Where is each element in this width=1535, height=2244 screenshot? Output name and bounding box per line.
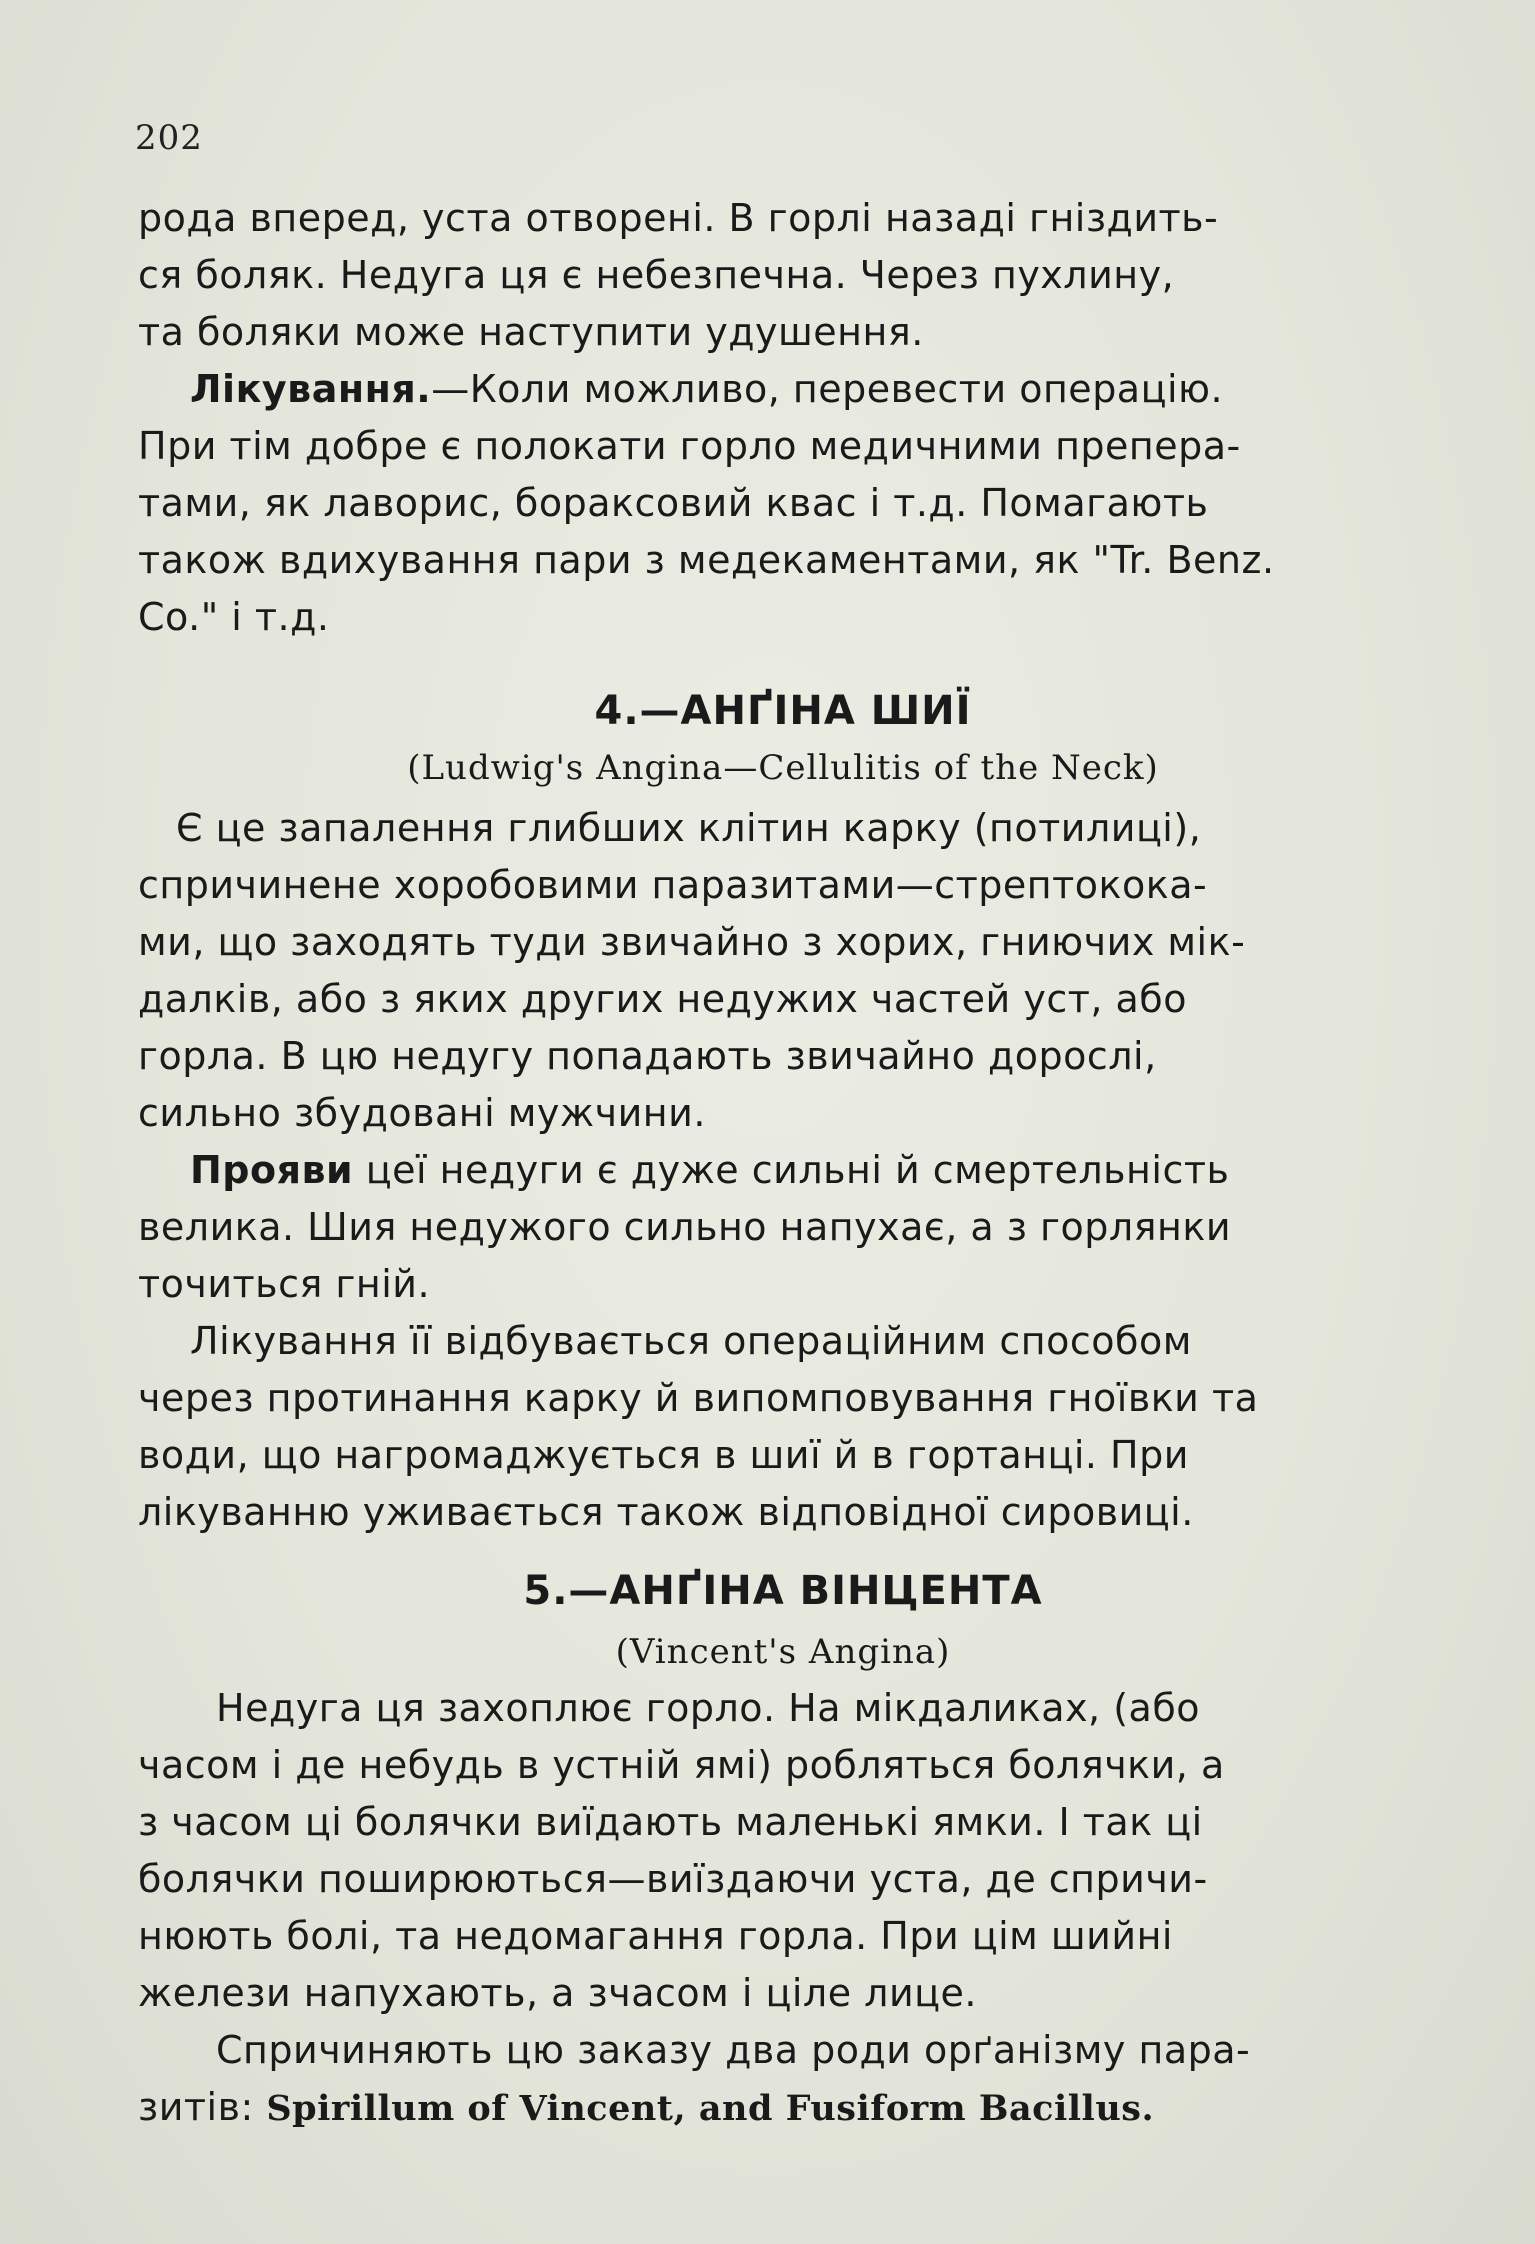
text-line: далків, або з яких других недужих частей уст, або: [138, 977, 1187, 1021]
text-line: часом і де небудь в устній ямі) робляться болячки, а: [138, 1743, 1225, 1787]
treatment-label: Лікування.: [190, 367, 432, 411]
text-line: ся боляк. Недуга ця є небезпечна. Через пухлину,: [138, 253, 1175, 297]
text-line: желези напухають, а зчасом і ціле лице.: [138, 1971, 977, 2015]
page-number: 202: [135, 118, 203, 158]
symptoms-label: Прояви: [190, 1148, 354, 1192]
treatment-line: [138, 361, 1428, 418]
text-line: Спричиняють цю заказу два роди орґанізму пара-: [216, 2028, 1251, 2072]
text-line: спричинене хоробовими паразитами—стрептокока-: [138, 863, 1208, 907]
text-line: лікуванню уживається також відповідної сировиці.: [138, 1490, 1194, 1534]
text-line: з часом ці болячки виїдають маленькі ямки. І так ці: [138, 1800, 1203, 1844]
text-line: Недуга ця захоплює горло. На мікдаликах, (або: [216, 1686, 1201, 1730]
text-line: через протинання карку й випомповування гноївки та: [138, 1376, 1259, 1420]
latin-line: [138, 2079, 1428, 2136]
section-4-subheading: (Ludwig's Angina—Cellulitis of the Neck): [407, 748, 1159, 788]
section-4-body: [138, 800, 1428, 1541]
text-line: велика. Шия недужого сильно напухає, а з горлянки: [138, 1205, 1232, 1249]
text-line: точиться гній.: [138, 1262, 431, 1306]
text-line: болячки поширюються—виїздаючи уста, де спричи-: [138, 1857, 1208, 1901]
text-line: горла. В цю недугу попадають звичайно дорослі,: [138, 1034, 1157, 1078]
text-line: також вдихування пари з медекаментами, як "Tr. Benz.: [138, 538, 1275, 582]
section-5-heading: 5.—АНҐІНА ВІНЦЕНТА: [523, 1568, 1043, 1614]
section-5-subheading: (Vincent's Angina): [615, 1632, 951, 1672]
text-line: ми, що заходять туди звичайно з хорих, гниючих мік-: [138, 920, 1246, 964]
text-line: При тім добре є полокати горло медичними препера-: [138, 424, 1241, 468]
text-line: води, що нагромаджується в шиї й в гортанці. При: [138, 1433, 1189, 1477]
section-5-body: [138, 1680, 1428, 2136]
section-4-heading: 4.—АНҐІНА ШИЇ: [594, 688, 972, 734]
latin-organisms: Spirillum of Vincent, and Fusiform Bacillus.: [266, 2088, 1155, 2129]
text-line: тами, як лаворис, бораксовий квас і т.д. Помагають: [138, 481, 1209, 525]
text-span: цеї недуги є дуже сильні й смертельність: [353, 1148, 1230, 1192]
text-line: Лікування її відбувається операційним способом: [190, 1319, 1192, 1363]
text-span: зитів:: [138, 2085, 267, 2129]
text-line: рода вперед, уста отворені. В горлі назаді гніздить-: [138, 196, 1219, 240]
text-line: та боляки може наступити удушення.: [138, 310, 924, 354]
section-3-continuation: [138, 190, 1428, 646]
text-line: Є це запалення глибших клітин карку (потилиці),: [176, 806, 1202, 850]
text-span: —Коли можливо, перевести операцію.: [431, 367, 1224, 411]
symptoms-line: [138, 1142, 1428, 1199]
text-line: сильно збудовані мужчини.: [138, 1091, 706, 1135]
text-line: нюють болі, та недомагання горла. При цім шийні: [138, 1914, 1173, 1958]
text-line: Co." і т.д.: [138, 595, 330, 639]
